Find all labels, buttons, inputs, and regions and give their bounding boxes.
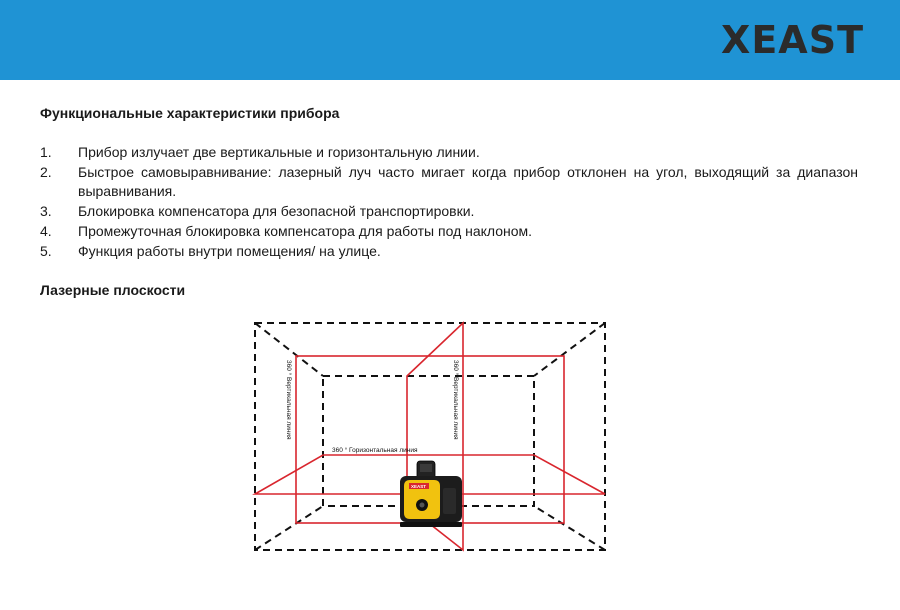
list-item-number: 1. [40,144,52,160]
top-banner [0,0,900,80]
list-item-text: Промежуточная блокировка компенсатора для работы под наклоном. [78,223,533,239]
list-item-text: Функция работы внутри помещения/ на улице. [78,243,381,259]
label-vertical-right: 360 ° Вертикальная линия [452,360,459,440]
list-item-number: 2. [40,164,52,180]
list-item-number: 5. [40,243,52,259]
list-item [40,163,858,201]
list-item-text: Прибор излучает две вертикальные и горизонтальную линии. [78,144,480,160]
laser-level-device [400,461,462,527]
device-brand-label: XEAST [411,484,427,489]
feature-list [40,143,858,262]
laser-planes-title: Лазерные плоскости [40,282,186,298]
list-item [40,202,858,221]
features-title: Функциональные характеристики прибора [40,105,340,121]
list-item-text: Быстрое самовыравнивание: лазерный луч часто мигает когда прибор отклонен на угол, выходящий за диапазон выравнивания. [78,164,858,199]
list-item [40,242,858,261]
list-item-number: 4. [40,223,52,239]
brand-logo: XEAST [721,18,864,62]
list-item-number: 3. [40,203,52,219]
list-item-text: Блокировка компенсатора для безопасной транспортировки. [78,203,475,219]
list-item [40,143,858,162]
list-item [40,222,858,241]
label-vertical-left: 360 ° Вертикальная линия [285,360,292,440]
laser-planes-diagram [250,318,610,558]
laser-planes-svg [250,318,610,558]
label-horizontal: 360 ° Горизонтальная линия [332,447,418,454]
